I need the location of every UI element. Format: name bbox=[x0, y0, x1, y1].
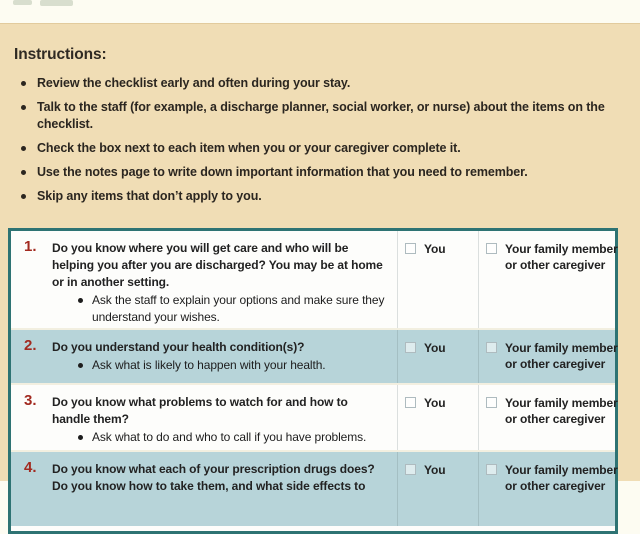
item-question: Do you know where you will get care and who will be helping you after you are discharged? You may be at home or in another setting. bbox=[52, 241, 383, 289]
instruction-bullet bbox=[14, 99, 614, 133]
item-number: 2. bbox=[24, 337, 37, 354]
you-label: You bbox=[424, 396, 446, 410]
item-question: Do you understand your health condition(s)? bbox=[52, 340, 305, 354]
item-number: 3. bbox=[24, 392, 37, 409]
item-question-cell bbox=[50, 452, 397, 526]
instruction-text: Skip any items that don’t apply to you. bbox=[37, 189, 262, 203]
you-checkbox[interactable] bbox=[405, 397, 416, 408]
bullet-icon bbox=[78, 435, 83, 440]
cutoff-header-fragment bbox=[13, 0, 32, 5]
caregiver-checkbox-cell bbox=[478, 231, 625, 328]
you-label: You bbox=[424, 242, 446, 256]
you-checkbox-cell bbox=[397, 231, 478, 328]
sub-bullet-text: Ask what is likely to happen with your health. bbox=[92, 358, 326, 372]
bullet-icon bbox=[21, 81, 26, 86]
you-label: You bbox=[424, 341, 446, 355]
checklist-row-1 bbox=[11, 231, 618, 328]
sub-bullet-text: Ask the staff to explain your options and make sure they understand your wishes. bbox=[92, 293, 385, 324]
instruction-text: Check the box next to each item when you or your caregiver complete it. bbox=[37, 141, 461, 155]
checklist-row-4 bbox=[11, 450, 618, 526]
item-question: Do you know what each of your prescription drugs does? Do you know how to take them, and what side effects to bbox=[52, 462, 375, 493]
item-number: 4. bbox=[24, 459, 37, 476]
item-sub-bullet bbox=[52, 357, 389, 374]
caregiver-label: Your family member or other caregiver bbox=[505, 242, 618, 272]
you-label: You bbox=[424, 463, 446, 477]
instructions-bullet-list bbox=[14, 75, 614, 212]
checklist-row-3 bbox=[11, 383, 618, 450]
caregiver-label: Your family member or other caregiver bbox=[505, 463, 618, 493]
instruction-text: Review the checklist early and often during your stay. bbox=[37, 76, 351, 90]
you-checkbox-cell bbox=[397, 385, 478, 450]
you-checkbox[interactable] bbox=[405, 243, 416, 254]
caregiver-checkbox[interactable] bbox=[486, 397, 497, 408]
item-question: Do you know what problems to watch for and how to handle them? bbox=[52, 395, 348, 426]
bullet-icon bbox=[21, 170, 26, 175]
item-sub-bullet bbox=[52, 292, 389, 326]
item-number: 1. bbox=[24, 238, 37, 255]
you-checkbox-cell bbox=[397, 330, 478, 383]
caregiver-checkbox-cell bbox=[478, 452, 625, 526]
caregiver-label: Your family member or other caregiver bbox=[505, 396, 618, 426]
sub-bullet-text: Ask what to do and who to call if you have problems. bbox=[92, 430, 367, 444]
cutoff-header-fragment bbox=[40, 0, 73, 6]
you-checkbox-cell bbox=[397, 452, 478, 526]
caregiver-checkbox[interactable] bbox=[486, 243, 497, 254]
bullet-icon bbox=[21, 194, 26, 199]
item-sub-bullet bbox=[52, 429, 389, 446]
checklist-row-2 bbox=[11, 328, 618, 383]
instruction-bullet bbox=[14, 140, 614, 157]
caregiver-checkbox[interactable] bbox=[486, 464, 497, 475]
instruction-bullet bbox=[14, 188, 614, 205]
bullet-icon bbox=[21, 105, 26, 110]
instruction-bullet bbox=[14, 164, 614, 181]
bullet-icon bbox=[78, 298, 83, 303]
item-question-cell bbox=[50, 385, 397, 450]
instructions-heading: Instructions: bbox=[14, 46, 107, 63]
bullet-icon bbox=[21, 146, 26, 151]
item-question-cell bbox=[50, 330, 397, 383]
instruction-text: Use the notes page to write down important information that you need to remember. bbox=[37, 165, 528, 179]
caregiver-label: Your family member or other caregiver bbox=[505, 341, 618, 371]
caregiver-checkbox[interactable] bbox=[486, 342, 497, 353]
instruction-text: Talk to the staff (for example, a discharge planner, social worker, or nurse) about the items on the checklist. bbox=[37, 100, 605, 131]
caregiver-checkbox-cell bbox=[478, 385, 625, 450]
instruction-bullet bbox=[14, 75, 614, 92]
discharge-checklist-table bbox=[8, 228, 618, 534]
you-checkbox[interactable] bbox=[405, 464, 416, 475]
you-checkbox[interactable] bbox=[405, 342, 416, 353]
item-question-cell bbox=[50, 231, 397, 328]
caregiver-checkbox-cell bbox=[478, 330, 625, 383]
bullet-icon bbox=[78, 363, 83, 368]
